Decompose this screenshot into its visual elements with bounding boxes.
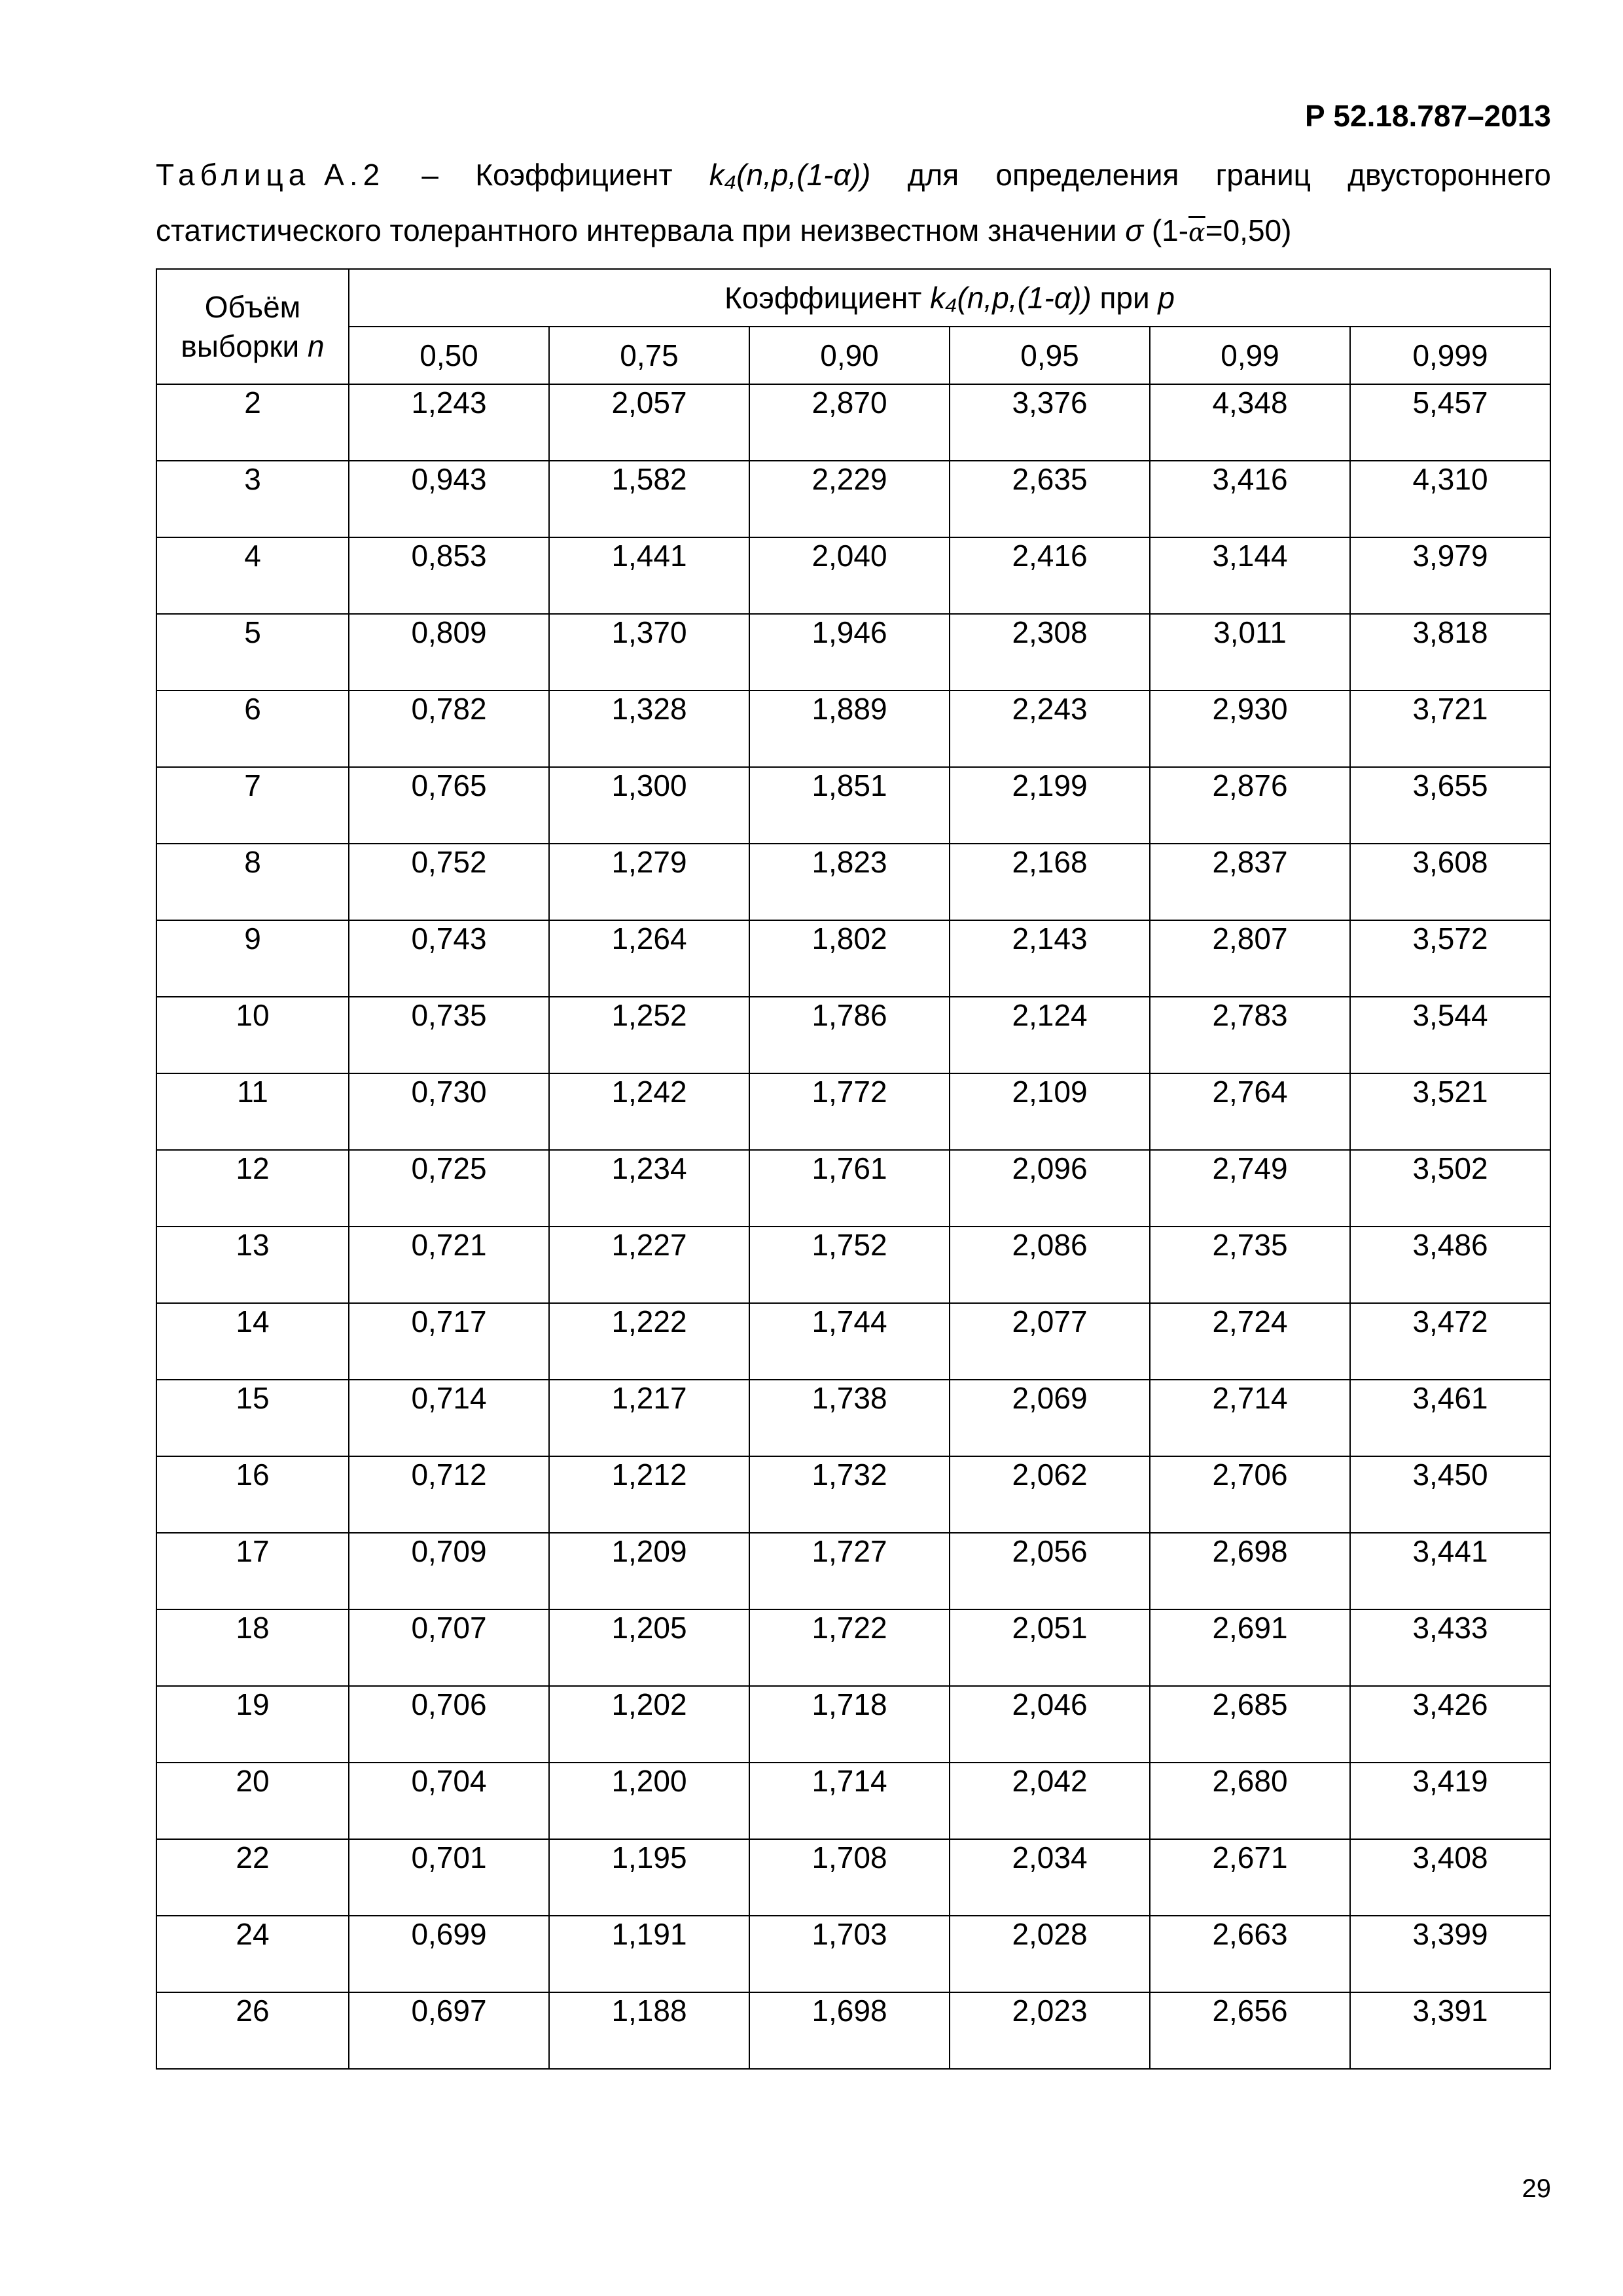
caption-word: двустороннего bbox=[1347, 158, 1551, 192]
coefficient-cell: 4,310 bbox=[1350, 461, 1550, 537]
coefficient-cell: 0,853 bbox=[349, 537, 549, 614]
coefficient-cell: 2,671 bbox=[1150, 1839, 1350, 1916]
coefficient-cell: 0,782 bbox=[349, 691, 549, 767]
coefficient-cell: 1,252 bbox=[549, 997, 749, 1073]
coefficient-cell: 2,783 bbox=[1150, 997, 1350, 1073]
coefficient-cell: 2,086 bbox=[950, 1227, 1150, 1303]
caption-word: определения bbox=[995, 158, 1179, 192]
coefficient-cell: 1,200 bbox=[549, 1763, 749, 1839]
coefficient-cell: 1,242 bbox=[549, 1073, 749, 1150]
caption-word: для bbox=[907, 158, 959, 192]
alpha-bar-symbol: $\overline{\alpha}$ bbox=[1188, 218, 1205, 247]
coefficient-cell: 0,752 bbox=[349, 844, 549, 920]
coefficient-cell: 2,028 bbox=[950, 1916, 1150, 1992]
caption-line-1 bbox=[156, 147, 1551, 203]
sample-size-cell: 4 bbox=[156, 537, 349, 614]
coefficient-cell: 2,243 bbox=[950, 691, 1150, 767]
table-row bbox=[156, 767, 1550, 844]
coefficient-cell: 3,376 bbox=[950, 384, 1150, 461]
coefficient-cell: 0,721 bbox=[349, 1227, 549, 1303]
span-prefix: Коэффициент bbox=[724, 281, 922, 315]
caption-label: Таблица А.2 bbox=[156, 158, 385, 192]
coefficient-cell: 1,441 bbox=[549, 537, 749, 614]
coefficient-cell: 1,772 bbox=[749, 1073, 950, 1150]
sample-size-cell: 17 bbox=[156, 1533, 349, 1609]
coefficient-cell: 2,724 bbox=[1150, 1303, 1350, 1380]
coefficient-cell: 1,744 bbox=[749, 1303, 950, 1380]
table-row bbox=[156, 1380, 1550, 1456]
caption-symbol: k₄(n,p,(1-α)) bbox=[709, 158, 871, 192]
coefficient-cell: 0,943 bbox=[349, 461, 549, 537]
coefficient-cell: 1,243 bbox=[349, 384, 549, 461]
coefficient-cell: 3,419 bbox=[1350, 1763, 1550, 1839]
table-row bbox=[156, 537, 1550, 614]
coefficient-cell: 0,697 bbox=[349, 1992, 549, 2069]
coefficient-cell: 3,472 bbox=[1350, 1303, 1550, 1380]
coefficient-cell: 1,205 bbox=[549, 1609, 749, 1686]
coefficient-cell: 1,217 bbox=[549, 1380, 749, 1456]
coefficient-cell: 2,656 bbox=[1150, 1992, 1350, 2069]
coefficient-cell: 2,229 bbox=[749, 461, 950, 537]
coefficient-cell: 3,011 bbox=[1150, 614, 1350, 691]
coefficient-cell: 2,930 bbox=[1150, 691, 1350, 767]
coefficient-cell: 0,699 bbox=[349, 1916, 549, 1992]
coefficient-cell: 3,426 bbox=[1350, 1686, 1550, 1763]
coefficient-cell: 1,823 bbox=[749, 844, 950, 920]
table-row bbox=[156, 1150, 1550, 1227]
sample-size-cell: 9 bbox=[156, 920, 349, 997]
sample-size-cell: 26 bbox=[156, 1992, 349, 2069]
coefficient-span-header bbox=[349, 269, 1550, 327]
coefficient-cell: 1,222 bbox=[549, 1303, 749, 1380]
sample-size-cell: 11 bbox=[156, 1073, 349, 1150]
coefficient-cell: 1,234 bbox=[549, 1150, 749, 1227]
coefficient-cell: 2,663 bbox=[1150, 1916, 1350, 1992]
table-row bbox=[156, 614, 1550, 691]
sigma-symbol: σ bbox=[1125, 213, 1144, 247]
span-suffix: при bbox=[1099, 281, 1150, 315]
table-row bbox=[156, 844, 1550, 920]
coefficient-cell: 2,096 bbox=[950, 1150, 1150, 1227]
coefficient-cell: 3,433 bbox=[1350, 1609, 1550, 1686]
coefficient-cell: 2,837 bbox=[1150, 844, 1350, 920]
coefficient-cell: 1,191 bbox=[549, 1916, 749, 1992]
sample-size-cell: 3 bbox=[156, 461, 349, 537]
coefficient-cell: 0,730 bbox=[349, 1073, 549, 1150]
coefficient-cell: 2,735 bbox=[1150, 1227, 1350, 1303]
table-row bbox=[156, 384, 1550, 461]
coefficient-cell: 2,069 bbox=[950, 1380, 1150, 1456]
coefficient-cell: 1,738 bbox=[749, 1380, 950, 1456]
coefficient-cell: 0,709 bbox=[349, 1533, 549, 1609]
caption-line2-text: статистического толерантного интервала при неизвестном значении bbox=[156, 213, 1117, 247]
table-row bbox=[156, 997, 1550, 1073]
corner-word: выборки bbox=[181, 329, 300, 363]
coefficient-cell: 1,802 bbox=[749, 920, 950, 997]
table-row bbox=[156, 461, 1550, 537]
coefficient-cell: 2,051 bbox=[950, 1609, 1150, 1686]
coefficient-cell: 0,717 bbox=[349, 1303, 549, 1380]
coefficient-cell: 3,486 bbox=[1350, 1227, 1550, 1303]
sample-size-cell: 6 bbox=[156, 691, 349, 767]
coefficient-cell: 2,685 bbox=[1150, 1686, 1350, 1763]
coefficient-cell: 0,706 bbox=[349, 1686, 549, 1763]
sample-size-cell: 24 bbox=[156, 1916, 349, 1992]
coefficient-cell: 1,698 bbox=[749, 1992, 950, 2069]
coefficient-cell: 2,199 bbox=[950, 767, 1150, 844]
coefficient-cell: 3,572 bbox=[1350, 920, 1550, 997]
coefficient-cell: 1,279 bbox=[549, 844, 749, 920]
coefficient-cell: 1,851 bbox=[749, 767, 950, 844]
coefficient-cell: 2,046 bbox=[950, 1686, 1150, 1763]
coefficient-cell: 1,718 bbox=[749, 1686, 950, 1763]
sample-size-cell: 15 bbox=[156, 1380, 349, 1456]
coefficient-cell: 3,399 bbox=[1350, 1916, 1550, 1992]
table-row bbox=[156, 691, 1550, 767]
coefficient-cell: 2,056 bbox=[950, 1533, 1150, 1609]
header-row-top bbox=[156, 269, 1550, 327]
sample-size-cell: 2 bbox=[156, 384, 349, 461]
coefficient-cell: 1,752 bbox=[749, 1227, 950, 1303]
coefficient-cell: 0,704 bbox=[349, 1763, 549, 1839]
coefficient-cell: 1,202 bbox=[549, 1686, 749, 1763]
sample-size-cell: 5 bbox=[156, 614, 349, 691]
caption-dash: – bbox=[421, 158, 438, 192]
coefficient-cell: 2,034 bbox=[950, 1839, 1150, 1916]
sample-size-cell: 16 bbox=[156, 1456, 349, 1533]
sample-size-cell: 19 bbox=[156, 1686, 349, 1763]
coefficient-cell: 2,308 bbox=[950, 614, 1150, 691]
p-value-header: 0,50 bbox=[349, 327, 549, 384]
sample-size-cell: 7 bbox=[156, 767, 349, 844]
coefficient-cell: 2,124 bbox=[950, 997, 1150, 1073]
header-row-p-values bbox=[156, 327, 1550, 384]
coefficient-cell: 1,708 bbox=[749, 1839, 950, 1916]
sample-size-cell: 20 bbox=[156, 1763, 349, 1839]
coefficient-cell: 2,057 bbox=[549, 384, 749, 461]
coefficient-table bbox=[156, 268, 1551, 2070]
p-value-header: 0,90 bbox=[749, 327, 950, 384]
coefficient-cell: 3,461 bbox=[1350, 1380, 1550, 1456]
coefficient-cell: 2,077 bbox=[950, 1303, 1150, 1380]
table-row bbox=[156, 1992, 1550, 2069]
table-row bbox=[156, 1839, 1550, 1916]
corner-var: n bbox=[308, 329, 325, 363]
coefficient-cell: 1,227 bbox=[549, 1227, 749, 1303]
coefficient-cell: 2,698 bbox=[1150, 1533, 1350, 1609]
coefficient-cell: 0,707 bbox=[349, 1609, 549, 1686]
coefficient-cell: 2,706 bbox=[1150, 1456, 1350, 1533]
coefficient-cell: 1,727 bbox=[749, 1533, 950, 1609]
coefficient-cell: 3,502 bbox=[1350, 1150, 1550, 1227]
coefficient-cell: 2,143 bbox=[950, 920, 1150, 997]
coefficient-cell: 2,807 bbox=[1150, 920, 1350, 997]
coefficient-cell: 2,870 bbox=[749, 384, 950, 461]
coefficient-cell: 2,023 bbox=[950, 1992, 1150, 2069]
coefficient-cell: 0,765 bbox=[349, 767, 549, 844]
table-row bbox=[156, 1303, 1550, 1380]
caption-line-2 bbox=[156, 203, 1551, 260]
coefficient-cell: 2,714 bbox=[1150, 1380, 1350, 1456]
coefficient-cell: 2,691 bbox=[1150, 1609, 1350, 1686]
coefficient-cell: 2,876 bbox=[1150, 767, 1350, 844]
coefficient-cell: 1,714 bbox=[749, 1763, 950, 1839]
table-row bbox=[156, 1916, 1550, 1992]
table-row bbox=[156, 1609, 1550, 1686]
coefficient-cell: 1,722 bbox=[749, 1609, 950, 1686]
coefficient-cell: 0,712 bbox=[349, 1456, 549, 1533]
coefficient-cell: 1,889 bbox=[749, 691, 950, 767]
coefficient-cell: 2,680 bbox=[1150, 1763, 1350, 1839]
coefficient-cell: 1,946 bbox=[749, 614, 950, 691]
sample-size-cell: 18 bbox=[156, 1609, 349, 1686]
coefficient-cell: 3,408 bbox=[1350, 1839, 1550, 1916]
page-number: 29 bbox=[1522, 2174, 1551, 2203]
coefficient-cell: 2,062 bbox=[950, 1456, 1150, 1533]
sample-size-cell: 14 bbox=[156, 1303, 349, 1380]
coefficient-cell: 1,300 bbox=[549, 767, 749, 844]
coefficient-cell: 1,703 bbox=[749, 1916, 950, 1992]
sample-size-header bbox=[156, 269, 349, 384]
sample-size-cell: 8 bbox=[156, 844, 349, 920]
coefficient-cell: 0,743 bbox=[349, 920, 549, 997]
coefficient-cell: 2,416 bbox=[950, 537, 1150, 614]
caption-paren-open: (1- bbox=[1151, 213, 1189, 247]
coefficient-cell: 3,655 bbox=[1350, 767, 1550, 844]
coefficient-cell: 3,144 bbox=[1150, 537, 1350, 614]
coefficient-cell: 4,348 bbox=[1150, 384, 1350, 461]
coefficient-cell: 2,040 bbox=[749, 537, 950, 614]
table-row bbox=[156, 1073, 1550, 1150]
coefficient-cell: 1,195 bbox=[549, 1839, 749, 1916]
caption-word: Коэффициент bbox=[475, 158, 673, 192]
document-code: Р 52.18.787–2013 bbox=[1304, 99, 1551, 133]
coefficient-cell: 3,391 bbox=[1350, 1992, 1550, 2069]
coefficient-cell: 0,714 bbox=[349, 1380, 549, 1456]
caption-word: границ bbox=[1215, 158, 1311, 192]
coefficient-cell: 3,416 bbox=[1150, 461, 1350, 537]
sample-size-cell: 12 bbox=[156, 1150, 349, 1227]
coefficient-cell: 1,212 bbox=[549, 1456, 749, 1533]
coefficient-cell: 1,328 bbox=[549, 691, 749, 767]
p-value-header: 0,75 bbox=[549, 327, 749, 384]
table-row bbox=[156, 1533, 1550, 1609]
coefficient-cell: 3,521 bbox=[1350, 1073, 1550, 1150]
coefficient-cell: 1,188 bbox=[549, 1992, 749, 2069]
coefficient-cell: 1,370 bbox=[549, 614, 749, 691]
coefficient-cell: 2,635 bbox=[950, 461, 1150, 537]
p-value-header: 0,95 bbox=[950, 327, 1150, 384]
table-body bbox=[156, 269, 1550, 2069]
coefficient-cell: 1,264 bbox=[549, 920, 749, 997]
coefficient-cell: 2,168 bbox=[950, 844, 1150, 920]
coefficient-cell: 5,457 bbox=[1350, 384, 1550, 461]
sample-size-cell: 22 bbox=[156, 1839, 349, 1916]
corner-line2 bbox=[157, 327, 348, 366]
corner-line1: Объём bbox=[204, 290, 301, 324]
coefficient-cell: 0,725 bbox=[349, 1150, 549, 1227]
table-row bbox=[156, 1456, 1550, 1533]
coefficient-cell: 3,441 bbox=[1350, 1533, 1550, 1609]
table-row bbox=[156, 1686, 1550, 1763]
coefficient-cell: 1,732 bbox=[749, 1456, 950, 1533]
coefficient-cell: 1,209 bbox=[549, 1533, 749, 1609]
coefficient-cell: 1,582 bbox=[549, 461, 749, 537]
caption-paren-close: =0,50) bbox=[1205, 213, 1292, 247]
coefficient-cell: 0,809 bbox=[349, 614, 549, 691]
table-row bbox=[156, 1227, 1550, 1303]
coefficient-cell: 2,042 bbox=[950, 1763, 1150, 1839]
span-symbol: k₄(n,p,(1-α)) bbox=[930, 281, 1092, 315]
span-var: p bbox=[1158, 281, 1175, 315]
coefficient-cell: 2,749 bbox=[1150, 1150, 1350, 1227]
sample-size-cell: 13 bbox=[156, 1227, 349, 1303]
coefficient-cell: 3,450 bbox=[1350, 1456, 1550, 1533]
coefficient-cell: 3,544 bbox=[1350, 997, 1550, 1073]
coefficient-cell: 0,701 bbox=[349, 1839, 549, 1916]
coefficient-cell: 3,608 bbox=[1350, 844, 1550, 920]
coefficient-cell: 0,735 bbox=[349, 997, 549, 1073]
p-value-header: 0,999 bbox=[1350, 327, 1550, 384]
coefficient-cell: 2,109 bbox=[950, 1073, 1150, 1150]
table-row bbox=[156, 920, 1550, 997]
coefficient-cell: 1,786 bbox=[749, 997, 950, 1073]
coefficient-cell: 3,818 bbox=[1350, 614, 1550, 691]
coefficient-cell: 1,761 bbox=[749, 1150, 950, 1227]
sample-size-cell: 10 bbox=[156, 997, 349, 1073]
table-row bbox=[156, 1763, 1550, 1839]
coefficient-cell: 3,721 bbox=[1350, 691, 1550, 767]
coefficient-cell: 2,764 bbox=[1150, 1073, 1350, 1150]
p-value-header: 0,99 bbox=[1150, 327, 1350, 384]
table-caption bbox=[156, 147, 1551, 260]
coefficient-cell: 3,979 bbox=[1350, 537, 1550, 614]
